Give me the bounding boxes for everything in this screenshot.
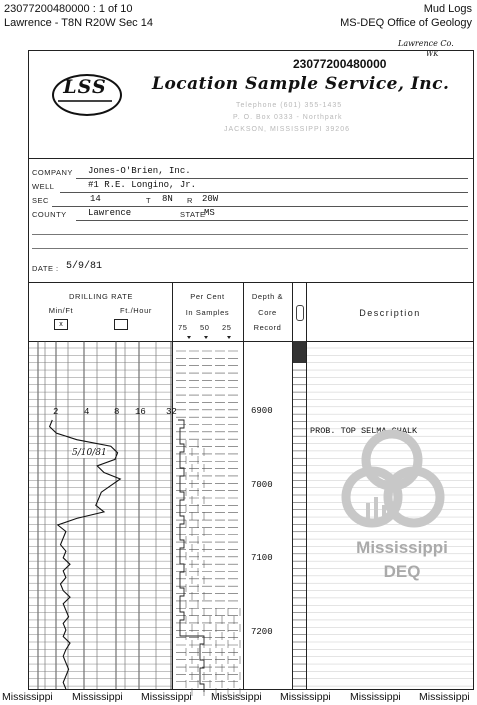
percent-tick-arrow [187, 336, 191, 339]
state-label: STATE [180, 210, 206, 219]
lithology-dark-block [293, 341, 306, 363]
watermark-line2: DEQ [383, 562, 421, 581]
depth-7100: 7100 [251, 553, 273, 563]
deq-watermark-logo [338, 425, 466, 585]
percent-tick-25: 25 [222, 323, 232, 332]
county-handwritten-note: Lawrence Co. [398, 39, 454, 48]
sec-value: 14 [90, 194, 101, 204]
sec-label: SEC [32, 196, 49, 205]
api-number-stamp: 23077200480000 [293, 57, 387, 71]
range-label: R [187, 196, 193, 205]
rate-scale-32: 32 [166, 407, 177, 417]
selected-scale-box: x [54, 319, 68, 330]
well-label: WELL [32, 182, 55, 191]
description-entry: PROB. TOP SELMA CHALK [310, 426, 418, 436]
lithology-column [293, 341, 306, 689]
date-value: 5/9/81 [66, 261, 103, 272]
location-label: Lawrence - T8N R20W Sec 14 [4, 17, 153, 29]
percent-sample-lines [176, 336, 240, 682]
depth-6900: 6900 [251, 406, 273, 416]
rate-grid [29, 341, 172, 689]
ft-per-hour-header: Ft./Hour [120, 306, 152, 315]
address-line-2: P. O. Box 0333 - Northpark [233, 114, 343, 121]
rate-scale-16: 16 [135, 407, 146, 417]
rate-trace-line [50, 420, 121, 689]
address-line-1: Telephone (601) 355-1435 [236, 102, 343, 109]
log-type-label: Mud Logs [423, 3, 472, 15]
footer-word-4: Mississippi [211, 691, 262, 703]
percent-tick-50: 50 [200, 323, 210, 332]
percent-header: Per Cent [190, 292, 225, 301]
company-title: Location Sample Service, Inc. [152, 74, 450, 94]
footer-word-3: Mississippi [141, 691, 192, 703]
depth-7200: 7200 [251, 627, 273, 637]
lss-logo-mark: LSS [63, 76, 107, 98]
agency-label: MS-DEQ Office of Geology [340, 17, 472, 29]
state-value: MS [204, 208, 215, 218]
description-header: Description [359, 308, 421, 318]
depth-7000: 7000 [251, 480, 273, 490]
county-label: COUNTY [32, 210, 67, 219]
depth-header-line1: Depth & [251, 292, 284, 301]
rate-scale-2: 2 [53, 407, 59, 417]
rate-scale-8: 8 [114, 407, 120, 417]
drilling-rate-header: DRILLING RATE [69, 292, 133, 301]
lithology-strip [293, 341, 306, 689]
footer-word-7: Mississippi [419, 691, 470, 703]
company-label: COMPANY [32, 168, 73, 177]
footer-word-2: Mississippi [72, 691, 123, 703]
company-value: Jones-O'Brien, Inc. [88, 166, 191, 176]
well-value: #1 R.E. Longino, Jr. [88, 180, 197, 190]
api-page-label: 23077200480000 : 1 of 10 [4, 3, 133, 15]
range-value: 20W [202, 194, 219, 204]
percent-tick-75: 75 [178, 323, 188, 332]
rate-scale-4: 4 [84, 407, 90, 417]
date-change-note: 5/10/81 [72, 448, 107, 458]
footer-word-1: Mississippi [2, 691, 53, 703]
county-value: Lawrence [88, 208, 132, 218]
watermark-line1: Mississippi [356, 538, 448, 557]
min-per-ft-header: Min/Ft [48, 306, 74, 315]
footer-word-6: Mississippi [350, 691, 401, 703]
drilling-rate-trace [50, 420, 121, 689]
initials-handwritten: WK [426, 50, 439, 58]
in-samples-header: In Samples [185, 308, 230, 317]
township-label: T [146, 196, 152, 205]
depth-header-line3: Record [253, 323, 282, 332]
percent-tick-arrow [227, 336, 231, 339]
footer-word-5: Mississippi [280, 691, 331, 703]
sample-percent-trace-line [178, 420, 204, 692]
percent-tick-arrow [204, 336, 208, 339]
township-value: 8N [162, 194, 173, 204]
date-label: DATE : [32, 264, 59, 273]
depth-header-line2: Core [258, 308, 277, 317]
address-line-3: JACKSON, MISSISSIPPI 39206 [224, 126, 350, 133]
